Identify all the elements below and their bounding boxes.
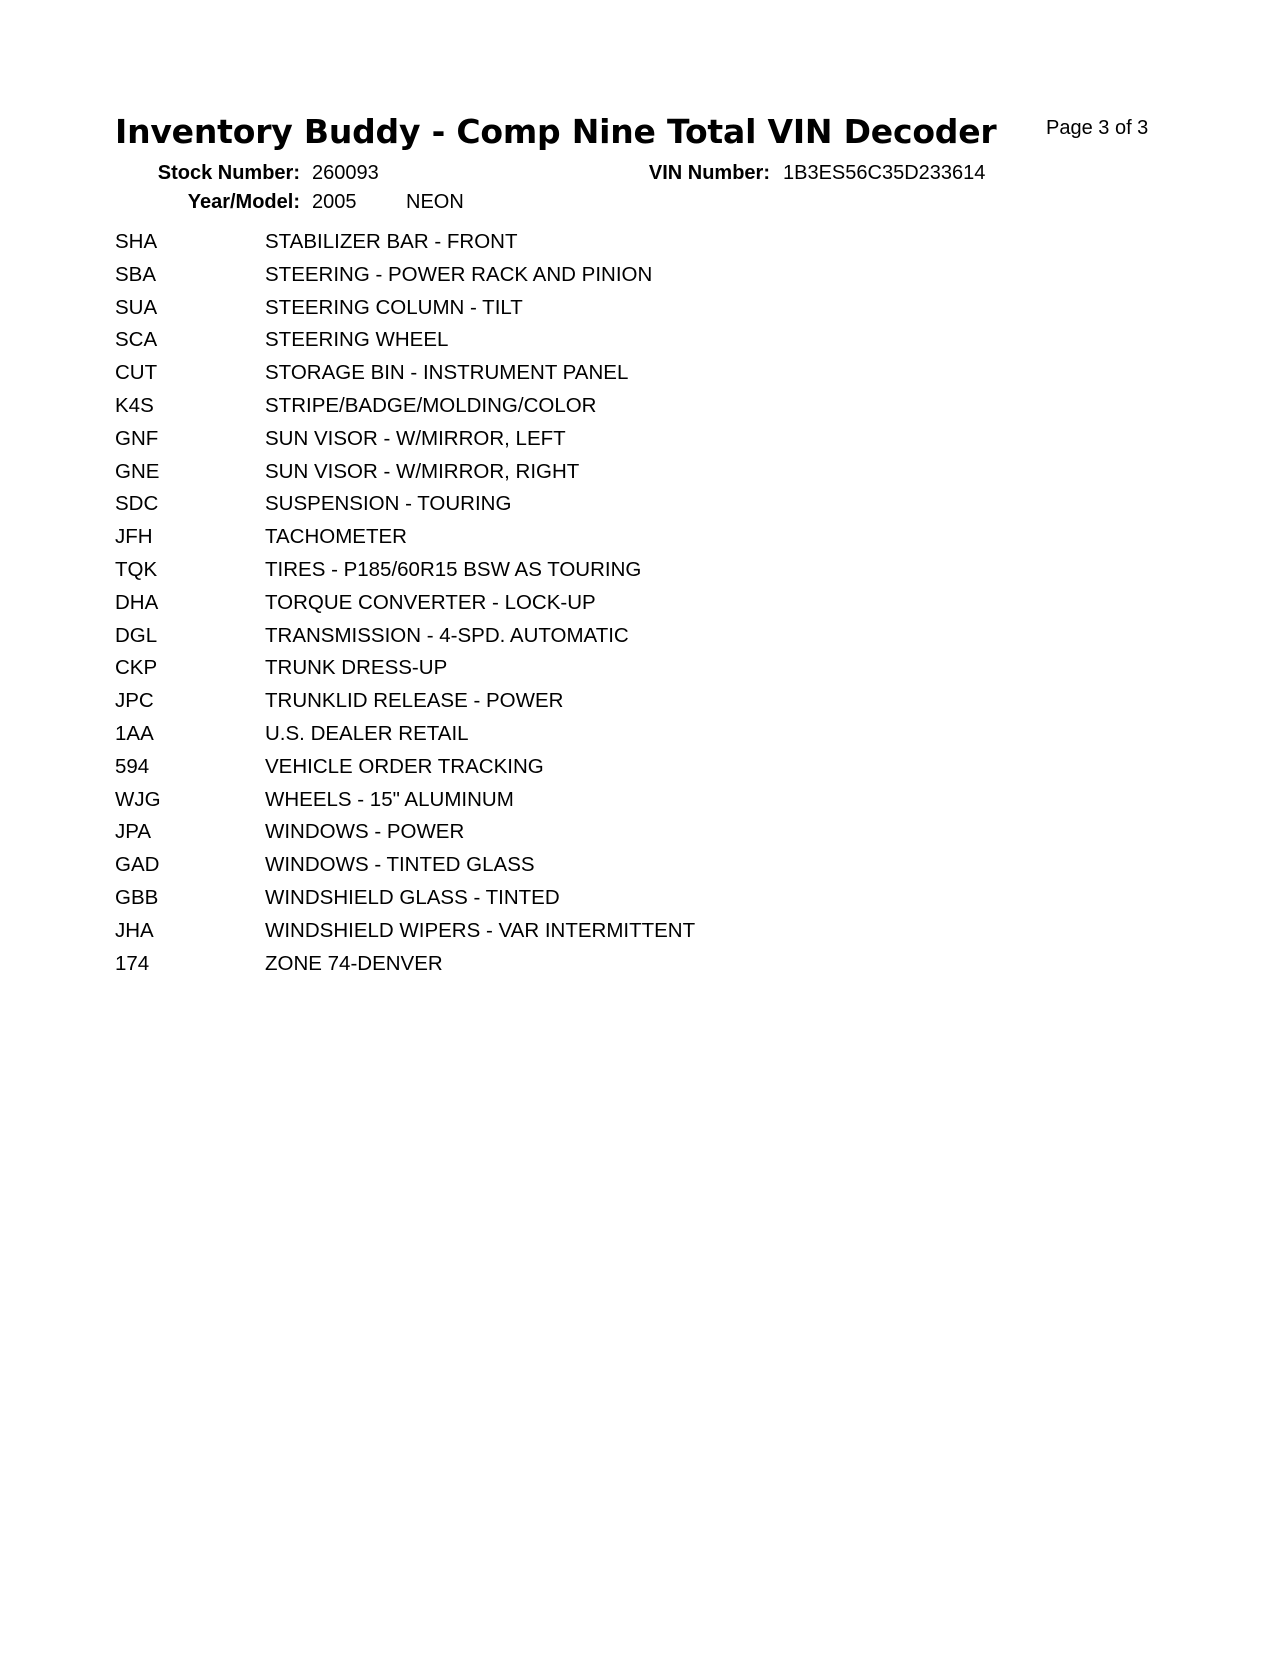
option-description: WHEELS - 15" ALUMINUM — [265, 787, 514, 811]
option-row — [115, 296, 815, 329]
option-code: SUA — [115, 295, 158, 319]
option-description: WINDSHIELD WIPERS - VAR INTERMITTENT — [265, 918, 696, 942]
option-code: SDC — [115, 492, 159, 516]
stock-number-label: Stock Number: — [157, 162, 300, 184]
option-description: WINDSHIELD GLASS - TINTED — [265, 885, 560, 909]
option-description: STABILIZER BAR - FRONT — [265, 230, 518, 253]
option-code: CKP — [115, 656, 158, 680]
option-row — [115, 558, 815, 591]
option-row — [115, 624, 815, 657]
option-row — [115, 755, 815, 788]
stock-number-value: 260093 — [312, 162, 379, 184]
option-row — [115, 591, 815, 624]
option-description: TRUNKLID RELEASE - POWER — [265, 689, 564, 713]
vin-number-row — [0, 162, 1280, 186]
option-code: SHA — [115, 230, 158, 253]
option-description: U.S. DEALER RETAIL — [265, 721, 469, 745]
option-description: SUSPENSION - TOURING — [265, 492, 512, 516]
option-description: TRANSMISSION - 4-SPD. AUTOMATIC — [265, 623, 629, 647]
option-code: GBB — [115, 885, 159, 909]
option-row — [115, 525, 815, 558]
option-code: TQK — [115, 557, 158, 581]
option-row — [115, 394, 815, 427]
option-code: 1AA — [115, 721, 154, 745]
option-description: WINDOWS - TINTED GLASS — [265, 853, 535, 877]
option-code: SCA — [115, 328, 158, 352]
option-description: TIRES - P185/60R15 BSW AS TOURING — [265, 557, 642, 581]
option-row — [115, 263, 815, 296]
option-code: CUT — [115, 361, 158, 385]
year-value: 2005 — [312, 191, 357, 213]
option-description: VEHICLE ORDER TRACKING — [265, 754, 544, 778]
option-description: STRIPE/BADGE/MOLDING/COLOR — [265, 393, 597, 417]
option-code: JPC — [115, 689, 154, 713]
option-row — [115, 788, 815, 821]
vin-number-label: VIN Number: — [648, 162, 770, 184]
option-description: STEERING WHEEL — [265, 328, 449, 352]
option-description: ZONE 74-DENVER — [265, 951, 443, 975]
option-code: JPA — [115, 820, 152, 844]
option-description: TACHOMETER — [265, 525, 407, 549]
option-code: 174 — [115, 951, 150, 975]
option-code: JHA — [115, 918, 154, 942]
option-description: STORAGE BIN - INSTRUMENT PANEL — [265, 361, 629, 385]
option-code: K4S — [115, 393, 154, 417]
option-description: TRUNK DRESS-UP — [265, 656, 448, 680]
option-code: DGL — [115, 623, 158, 647]
option-code: GNF — [115, 426, 159, 450]
option-code: JFH — [115, 525, 153, 549]
option-code: WJG — [115, 787, 161, 811]
option-code: SBA — [115, 262, 157, 286]
option-row — [115, 460, 815, 493]
option-description: WINDOWS - POWER — [265, 820, 465, 844]
document-title: Inventory Buddy - Comp Nine Total VIN Decoder — [115, 112, 997, 151]
option-description: SUN VISOR - W/MIRROR, RIGHT — [265, 459, 580, 483]
option-description: STEERING COLUMN - TILT — [265, 295, 523, 319]
model-value: NEON — [406, 191, 464, 213]
option-code: GNE — [115, 459, 160, 483]
option-row — [115, 492, 815, 525]
option-row — [115, 853, 815, 886]
option-row — [115, 427, 815, 460]
vin-number-value: 1B3ES56C35D233614 — [783, 162, 986, 184]
option-row — [115, 689, 815, 722]
option-row — [115, 656, 815, 689]
option-description: STEERING - POWER RACK AND PINION — [265, 262, 653, 286]
option-row — [115, 361, 815, 394]
year-model-label: Year/Model: — [187, 191, 300, 213]
option-row — [115, 820, 815, 853]
page-indicator: Page 3 of 3 — [1046, 117, 1149, 139]
option-row — [115, 328, 815, 361]
option-description: TORQUE CONVERTER - LOCK-UP — [265, 590, 596, 614]
option-row — [115, 886, 815, 919]
year-model-row — [0, 191, 1280, 215]
option-code: GAD — [115, 853, 160, 877]
option-row — [115, 230, 815, 263]
option-row — [115, 722, 815, 755]
option-code-list — [115, 230, 815, 984]
option-description: SUN VISOR - W/MIRROR, LEFT — [265, 426, 566, 450]
option-code: DHA — [115, 590, 159, 614]
option-row — [115, 919, 815, 952]
option-code: 594 — [115, 754, 150, 778]
option-row — [115, 952, 815, 985]
